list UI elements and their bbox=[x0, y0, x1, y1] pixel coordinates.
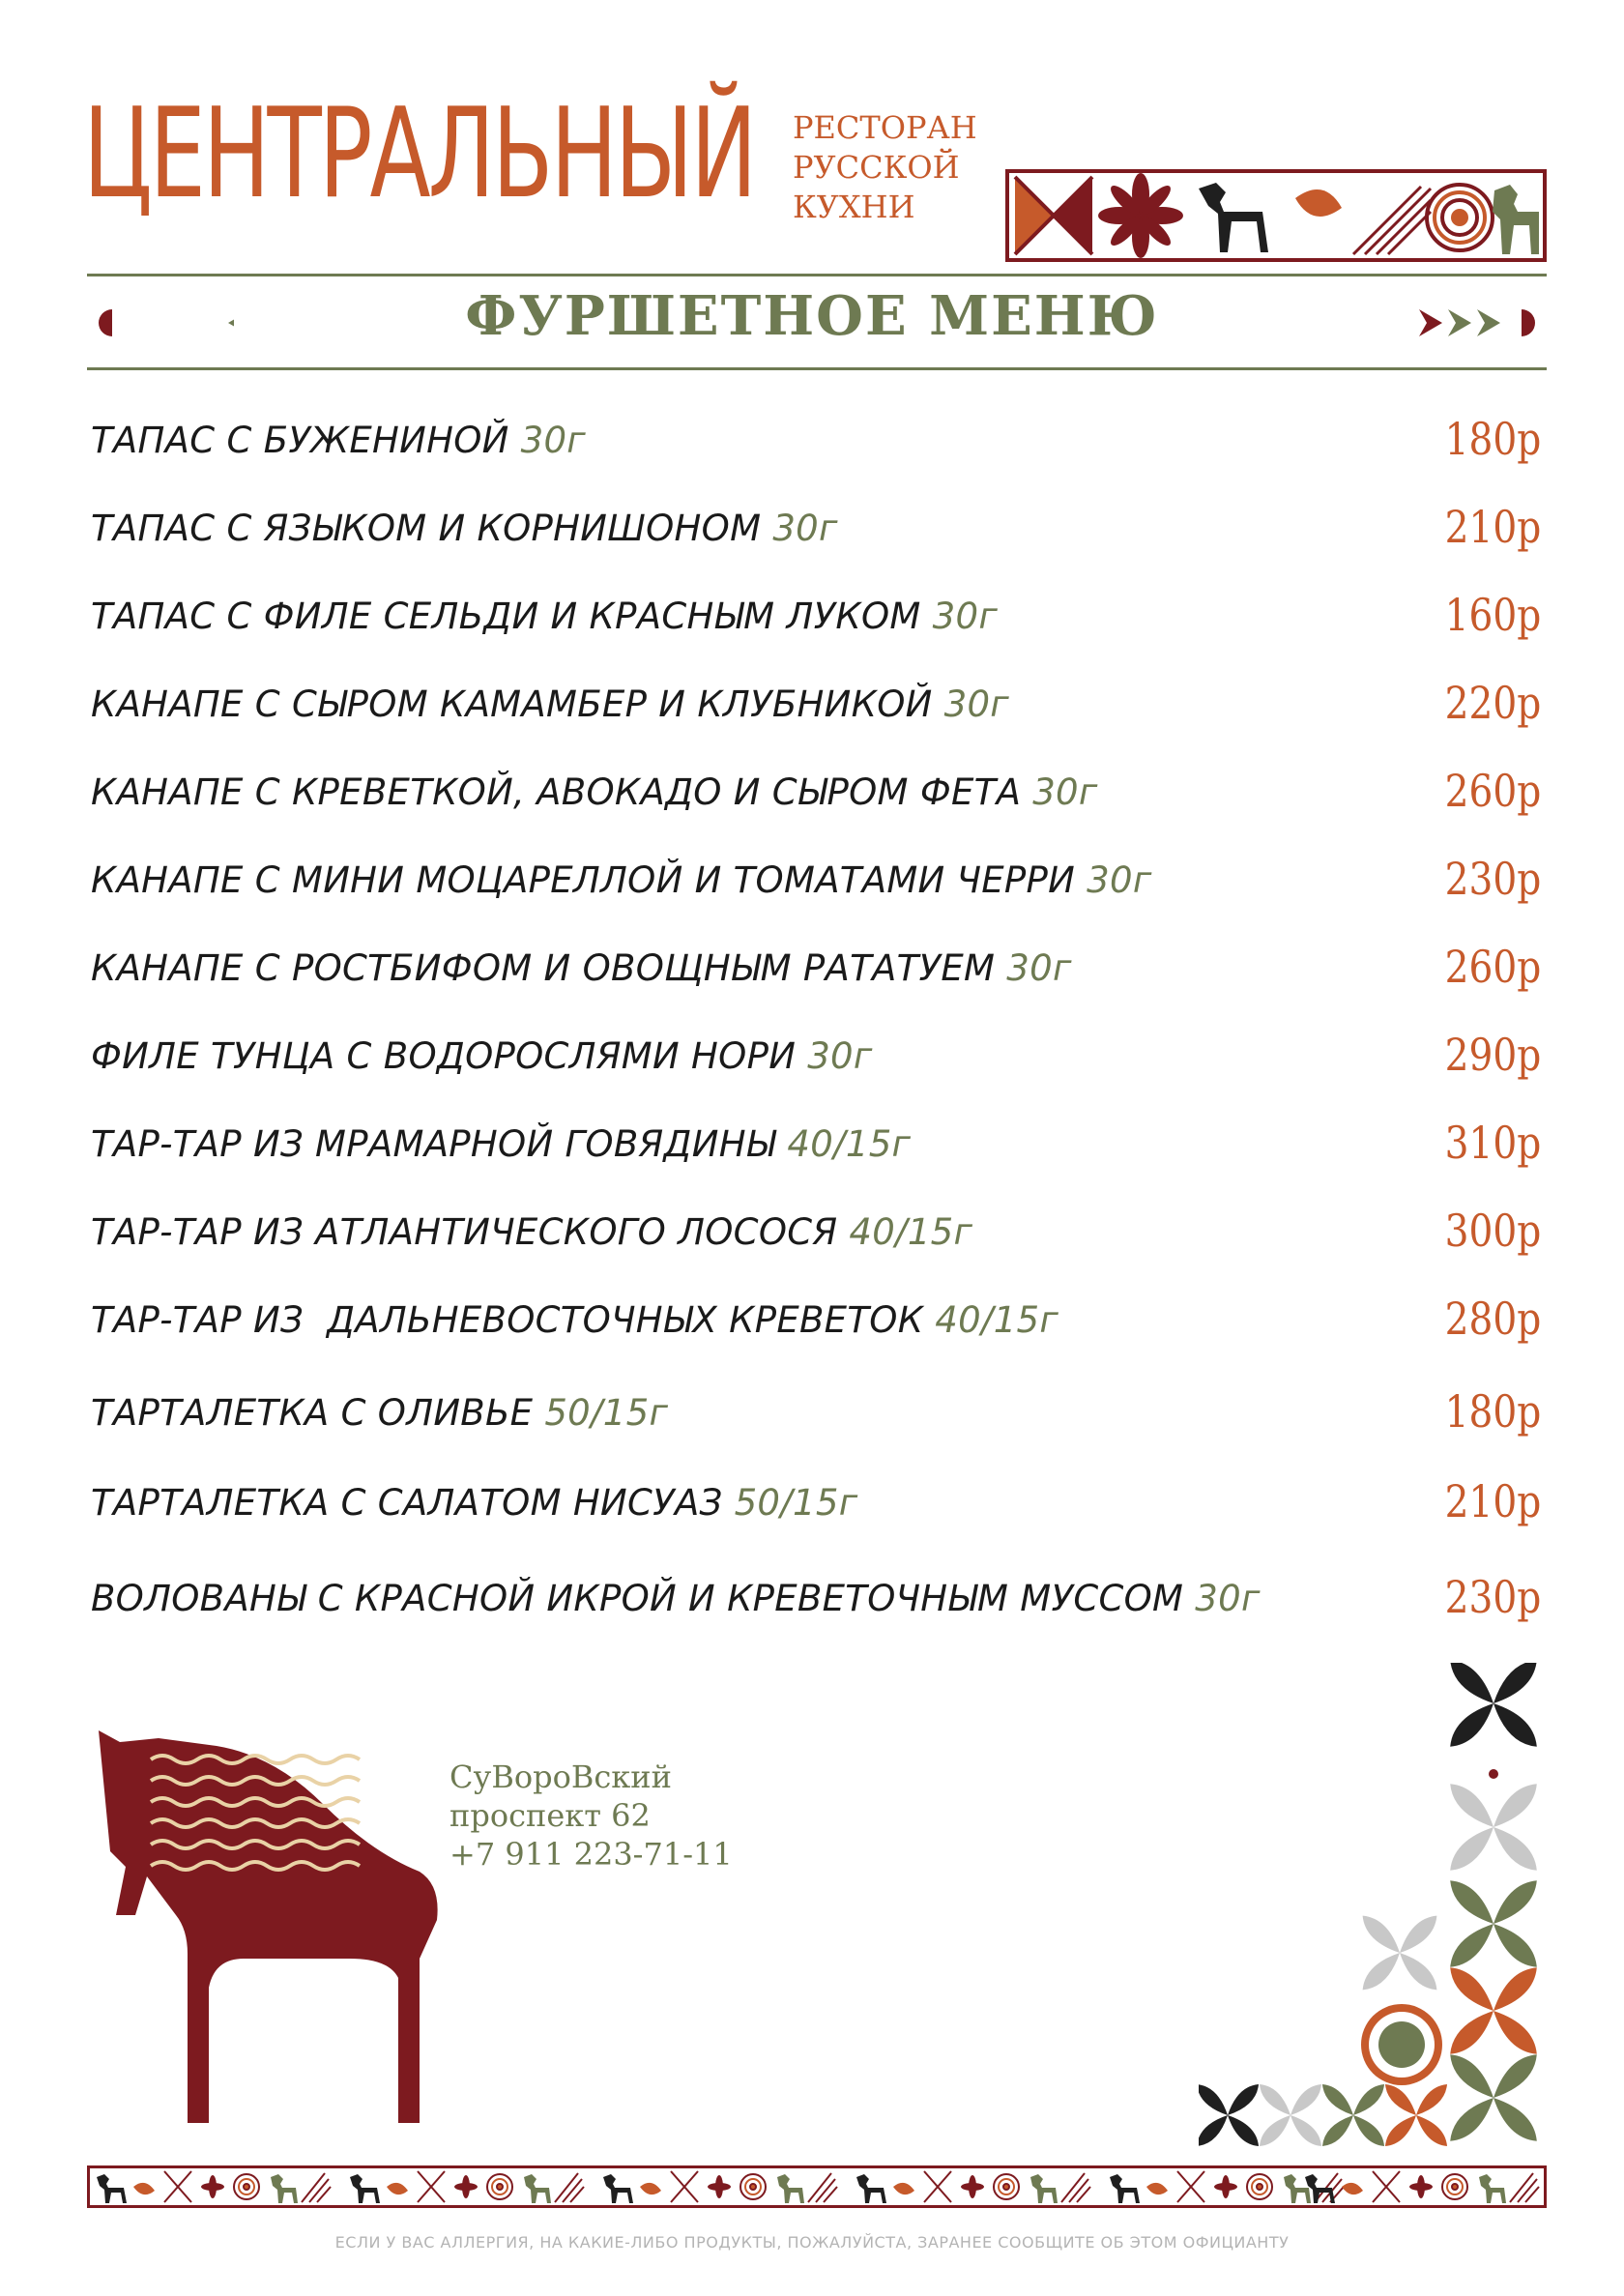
menu-item bbox=[91, 763, 1541, 821]
restaurant-address: СуВороВский проспект 62 +7 911 223-71-11 bbox=[450, 1758, 733, 1873]
menu-item-price: 280р bbox=[1444, 1293, 1541, 1345]
menu-item bbox=[91, 1291, 1541, 1349]
header-ornament-band bbox=[1005, 169, 1547, 262]
menu-item bbox=[91, 851, 1541, 909]
menu-item-weight: 40/15г bbox=[787, 1123, 912, 1165]
menu-item-name: КАНАПЕ С СЫРОМ КАМАМБЕР И КЛУБНИКОЙ 30г bbox=[91, 683, 1010, 725]
menu-item-weight: 40/15г bbox=[849, 1211, 973, 1253]
chevron-ornament-right bbox=[1400, 302, 1545, 344]
restaurant-logo: ЦЕНТРАЛЬНЫЙ bbox=[83, 82, 755, 226]
menu-item bbox=[91, 1473, 1541, 1531]
menu-item-price: 290р bbox=[1444, 1029, 1541, 1081]
menu-item-name: ТАПАС С ФИЛЕ СЕЛЬДИ И КРАСНЫМ ЛУКОМ 30г bbox=[91, 596, 999, 637]
menu-item-weight: 30г bbox=[807, 1035, 873, 1077]
menu-item bbox=[91, 1115, 1541, 1173]
menu-item-weight: 30г bbox=[1087, 859, 1152, 901]
menu-item bbox=[91, 1027, 1541, 1085]
menu-item-weight: 30г bbox=[1195, 1578, 1261, 1619]
menu-item-price: 230р bbox=[1444, 853, 1541, 905]
menu-item-price: 260р bbox=[1444, 765, 1541, 817]
menu-item-name: ФИЛЕ ТУНЦА С ВОДОРОСЛЯМИ НОРИ 30г bbox=[91, 1035, 873, 1077]
menu-item-weight: 50/15г bbox=[544, 1392, 669, 1434]
header-rule-bottom bbox=[87, 367, 1547, 370]
menu-item-price: 180р bbox=[1444, 1385, 1541, 1438]
menu-item-name: ТАР-ТАР ИЗ ДАЛЬНЕВОСТОЧНЫХ КРЕВЕТОК 40/15г bbox=[91, 1299, 1059, 1341]
menu-item-price: 210р bbox=[1444, 501, 1541, 553]
menu-item-weight: 30г bbox=[520, 420, 587, 461]
menu-item-name: КАНАПЕ С МИНИ МОЦАРЕЛЛОЙ И ТОМАТАМИ ЧЕРРИ 30г bbox=[91, 859, 1152, 901]
menu-item-weight: 30г bbox=[932, 596, 999, 637]
menu-item bbox=[91, 939, 1541, 997]
menu-item-name: ТАРТАЛЕТКА С САЛАТОМ НИСУАЗ 50/15г bbox=[91, 1482, 858, 1524]
menu-item-price: 260р bbox=[1444, 941, 1541, 993]
menu-item-weight: 50/15г bbox=[734, 1482, 858, 1524]
menu-item-name: ТАПАС С БУЖЕНИНОЙ 30г bbox=[91, 420, 587, 461]
menu-item bbox=[91, 499, 1541, 557]
menu-item-weight: 30г bbox=[1032, 771, 1098, 813]
menu-item-weight: 40/15г bbox=[935, 1299, 1059, 1341]
menu-title: ФУРШЕТНОЕ МЕНЮ bbox=[465, 284, 1159, 348]
floral-corner-ornament bbox=[1199, 1663, 1547, 2146]
menu-item bbox=[91, 411, 1541, 469]
menu-item-weight: 30г bbox=[943, 683, 1010, 725]
menu-item-name: ТАРТАЛЕТКА С ОЛИВЬЕ 50/15г bbox=[91, 1392, 669, 1434]
menu-item-name: ВОЛОВАНЫ С КРАСНОЙ ИКРОЙ И КРЕВЕТОЧНЫМ МУССОМ 30г bbox=[91, 1578, 1261, 1619]
menu-item-price: 310р bbox=[1444, 1117, 1541, 1169]
menu-item-price: 160р bbox=[1444, 589, 1541, 641]
bottom-ornament-band bbox=[87, 2165, 1547, 2208]
menu-item bbox=[91, 587, 1541, 645]
menu-item-price: 210р bbox=[1444, 1475, 1541, 1527]
menu-item-price: 300р bbox=[1444, 1205, 1541, 1257]
menu-item-weight: 30г bbox=[772, 508, 838, 549]
menu-item bbox=[91, 1203, 1541, 1261]
allergy-note: ЕСЛИ У ВАС АЛЛЕРГИЯ, НА КАКИЕ-ЛИБО ПРОДУКТЫ, ПОЖАЛУЙСТА, ЗАРАНЕЕ СООБЩИТЕ ОБ ЭТОМ ОФИЦИАНТУ bbox=[334, 2233, 1290, 2252]
menu-item-price: 180р bbox=[1444, 413, 1541, 465]
menu-item bbox=[91, 1569, 1541, 1627]
menu-item-weight: 30г bbox=[1006, 947, 1072, 989]
menu-item-name: КАНАПЕ С КРЕВЕТКОЙ, АВОКАДО И СЫРОМ ФЕТА 30г bbox=[91, 771, 1098, 813]
menu-item bbox=[91, 1383, 1541, 1441]
horse-icon bbox=[93, 1730, 441, 2132]
menu-item-name: КАНАПЕ С РОСТБИФОМ И ОВОЩНЫМ РАТАТУЕМ 30г bbox=[91, 947, 1072, 989]
menu-item-price: 230р bbox=[1444, 1571, 1541, 1623]
menu-item-price: 220р bbox=[1444, 677, 1541, 729]
menu-item-name: ТАПАС С ЯЗЫКОМ И КОРНИШОНОМ 30г bbox=[91, 508, 838, 549]
menu-item bbox=[91, 675, 1541, 733]
restaurant-tagline: РЕСТОРАН РУССКОЙ КУХНИ bbox=[793, 109, 977, 225]
menu-item-name: ТАР-ТАР ИЗ АТЛАНТИЧЕСКОГО ЛОСОСЯ 40/15г bbox=[91, 1211, 973, 1253]
menu-item-name: ТАР-ТАР ИЗ МРАМАРНОЙ ГОВЯДИНЫ 40/15г bbox=[91, 1123, 912, 1165]
header-rule-top bbox=[87, 274, 1547, 276]
